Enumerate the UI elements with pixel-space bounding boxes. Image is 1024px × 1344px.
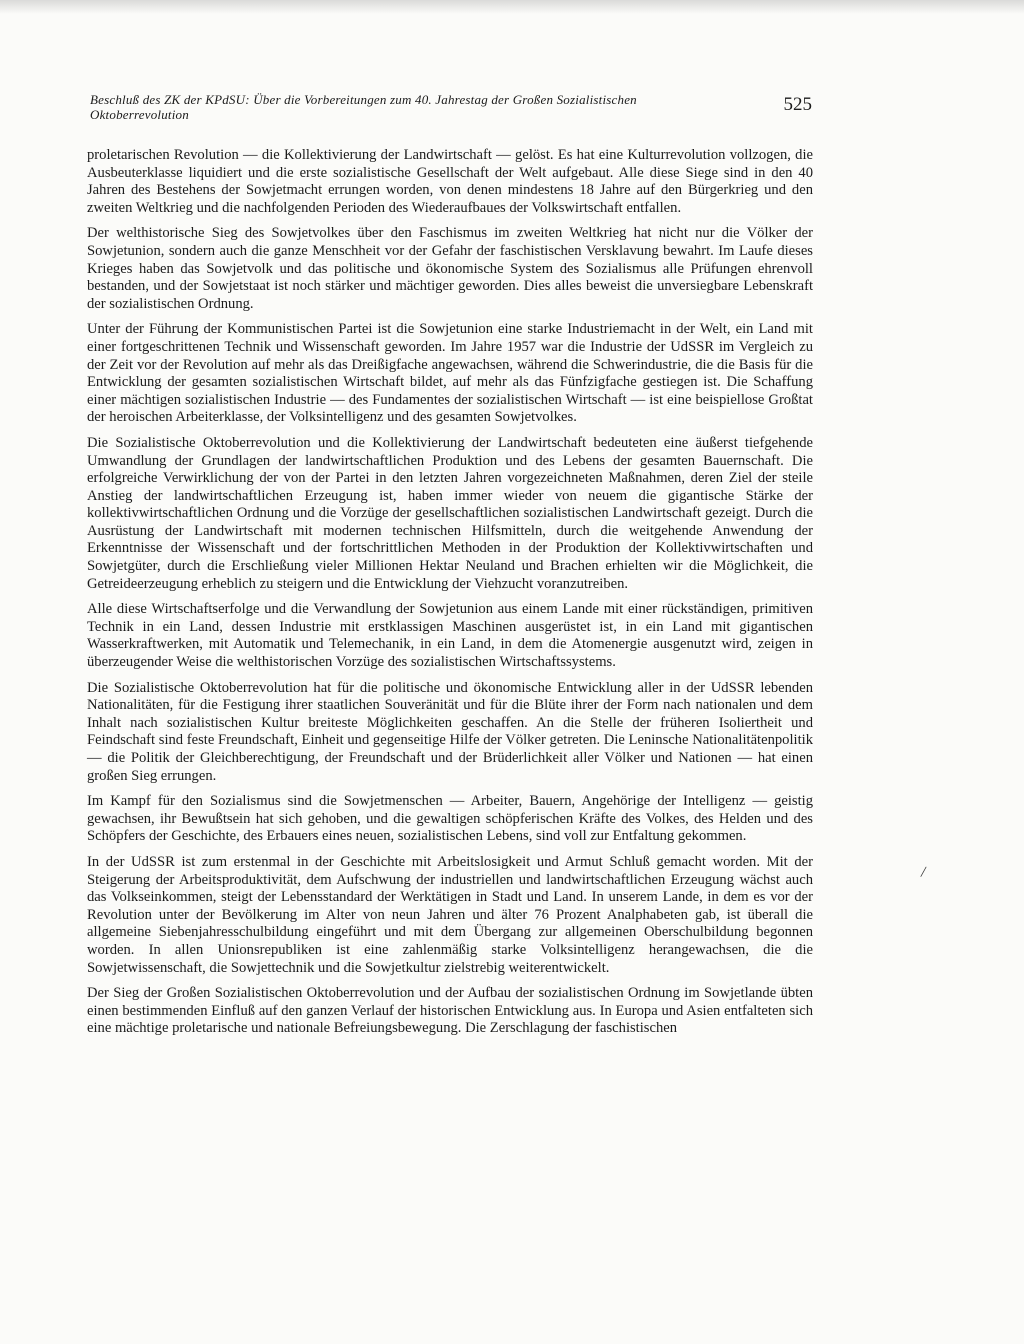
paragraph: Im Kampf für den Sozialismus sind die Sowjetmenschen — Arbeiter, Bauern, Angehörige der Intelligenz — geistig gewachsen, ihr Bewußtsein hat sich gehoben, und die gewaltigen schöpferischen Kräfte des Volkes, des Helden und des Schöpfers der Geschichte, des Erbauers eines neuen, sozialistischen Lebens, sind voll zur Entfaltung gekommen. bbox=[87, 793, 813, 845]
page-header bbox=[90, 92, 820, 124]
pencil-mark: / bbox=[919, 863, 927, 882]
paragraph: Der Sieg der Großen Sozialistischen Oktoberrevolution und der Aufbau der sozialistischen Ordnung im Sowjetlande übten einen bestimmenden Einfluß auf den ganzen Verlauf der historischen Entwicklung aus. In Europa und Asien entfalteten sich eine mächtige proletarische und nationale Befreiungsbewegung. Die Zerschlagung der faschistischen bbox=[87, 985, 813, 1037]
paragraph: Alle diese Wirtschaftserfolge und die Verwandlung der Sowjetunion aus einem Lande mit einer rückständigen, primitiven Technik in ein Land, dessen Industrie mit erstklassigen Maschinen ausgerüstet ist, in ein Land mit gigantischen Wasserkraftwerken, mit Automatik und Telemechanik, in ein Land, in dem die Atomenergie ausgenutzt wird, zeigen in überzeugender Weise die welthistorischen Vorzüge des sozialistischen Wirtschaftssystems. bbox=[87, 601, 813, 671]
paragraph: Der welthistorische Sieg des Sowjetvolkes über den Faschismus im zweiten Weltkrieg hat nicht nur die Völker der Sowjetunion, sondern auch die ganze Menschheit vor der Gefahr der faschistischen Versklavung bewahrt. Im Laufe dieses Krieges haben das Sowjetvolk und das politische und ökonomische System des Sozialismus alle Prüfungen ehrenvoll bestanden, und der Sowjetstaat ist noch stärker und mächtiger geworden. Dies alles beweist die unversiegbare Lebenskraft der sozialistischen Ordnung. bbox=[87, 225, 813, 312]
body-text bbox=[87, 147, 813, 1046]
paragraph: Unter der Führung der Kommunistischen Partei ist die Sowjetunion eine starke Industriemacht in der Welt, ein Land mit einer fortgeschrittenen Technik und Wissenschaft geworden. Im Jahre 1957 war die Industrie der UdSSR im Vergleich zu der Zeit vor der Revolution auf mehr als das Dreißigfache angewachsen, während die Schwerindustrie, die die Basis für die Entwicklung der gesamten sozialistischen Wirtschaft bildet, auf mehr als das Fünfzigfache gestiegen ist. Die Schaffung einer mächtigen sozialistischen Industrie — des Fundamentes der sozialistischen Wirtschaft — ist eine beispiellose Großtat der heroischen Arbeiterklasse, der Volksintelligenz und des gesamten Sowjetvolkes. bbox=[87, 321, 813, 426]
scan-edge-shadow bbox=[0, 0, 1024, 14]
paragraph: In der UdSSR ist zum erstenmal in der Geschichte mit Arbeitslosigkeit und Armut Schluß gemacht worden. Mit der Steigerung der Arbeitsproduktivität, dem Aufschwung der industriellen und landwirtschaftlichen Erzeugung wächst auch das Volkseinkommen, steigt der Lebensstandard der Werktätigen in Stadt und Land. In unserem Lande, in dem es vor der Revolution unter der Bevölkerung im Alter von neun Jahren und älter 76 Prozent Analphabeten gab, ist überall die allgemeine Siebenjahresschulbildung eingeführt und mit dem Übergang zur allgemeinen Oberschulbildung begonnen worden. In allen Unionsrepubliken ist eine zahlenmäßig starke Volksintelligenz herangewachsen, die die Sowjetwissenschaft, die Sowjettechnik und die Sowjetkultur zielstrebig weiterentwickelt. bbox=[87, 853, 813, 976]
page-number: 525 bbox=[783, 94, 812, 115]
paragraph: proletarischen Revolution — die Kollektivierung der Landwirtschaft — gelöst. Es hat eine Kulturrevolution vollzogen, die Ausbeuterklasse liquidiert und die erste sozialistische Gesellschaft der Welt aufgebaut. Alle diese Siege sind in den 40 Jahren des Bestehens der Sowjetmacht errungen worden, von denen mindestens 18 Jahre auf den Bürgerkrieg und den zweiten Weltkrieg und die nachfolgenden Perioden des Wiederaufbaues der Volkswirtschaft entfallen. bbox=[87, 147, 813, 216]
running-head: Beschluß des ZK der KPdSU: Über die Vorbereitungen zum 40. Jahrestag der Großen Sozialistischen Oktoberrevolution bbox=[90, 92, 637, 122]
paragraph: Die Sozialistische Oktoberrevolution hat für die politische und ökonomische Entwicklung aller in der UdSSR lebenden Nationalitäten, für die Festigung ihrer staatlichen Souveränität und für die Blüte ihrer der Form nach nationalen und dem Inhalt nach sozialistischen Kultur breiteste Möglichkeiten geschaffen. An die Stelle der früheren Isoliertheit und Feindschaft sind feste Freundschaft, Einheit und gegenseitige Hilfe der Völker getreten. Die Leninsche Nationalitätenpolitik — die Politik der Gleichberechtigung, der Freundschaft und der Brüderlichkeit aller Völker und Nationen — hat einen großen Sieg errungen. bbox=[87, 679, 813, 784]
paragraph: Die Sozialistische Oktoberrevolution und die Kollektivierung der Landwirtschaft bedeuteten eine äußerst tiefgehende Umwandlung der Grundlagen der landwirtschaftlichen Produktion und des Lebens der gesamten Bauernschaft. Die erfolgreiche Verwirklichung der von der Partei in den letzten Jahren vorgezeichneten Maßnahmen, deren Ziel der steile Anstieg der landwirtschaftlichen Erzeugung ist, haben immer wieder von neuem die gigantische Stärke der kollektivwirtschaftlichen Ordnung und die Vorzüge der gesellschaftlichen sozialistischen Landwirtschaft gezeigt. Durch die Ausrüstung der Landwirtschaft mit modernen technischen Hilfsmitteln, durch die weitgehende Anwendung der Erkenntnisse der Wissenschaft und der fortschrittlichen Methoden in der Produktion der Kollektivwirtschaften und Sowjetgüter, durch die Erschließung vieler Millionen Hektar Neuland und Brachen erhielten wir die Möglichkeit, die Getreideerzeugung erheblich zu steigern und die Entwicklung der Viehzucht voranzutreiben. bbox=[87, 434, 813, 592]
